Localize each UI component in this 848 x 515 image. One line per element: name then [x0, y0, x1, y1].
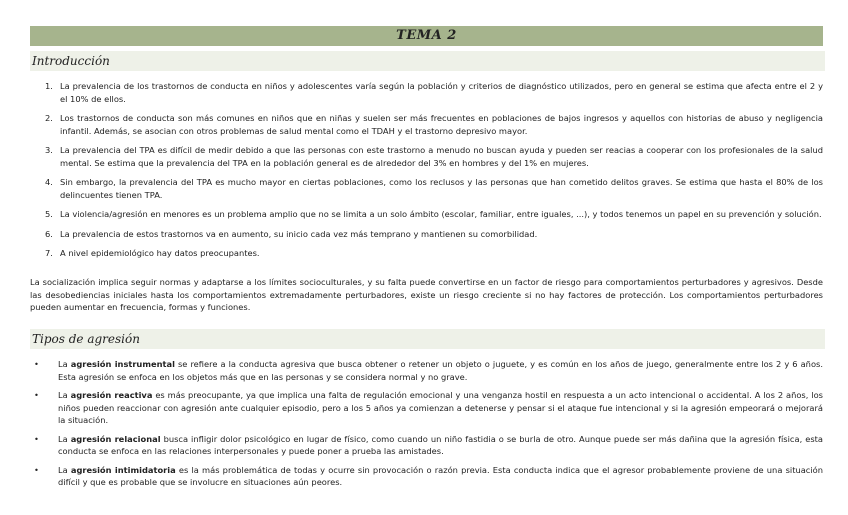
- bullet-icon: •: [34, 433, 39, 444]
- list-item-text: es más preocupante, ya que implica una falta de regulación emocional y una venganza hostil en respuesta a un acto intencional o accidental. A los 2 años, los niños pueden reaccionar con agresión ante cualquier episodio, pero a los 5 años ya comienzan a detenerse y pensar si el ataque fue intencional y si la agresión empeorará o mejorará la situación.: [58, 390, 823, 425]
- section-heading-introduccion: Introducción: [30, 51, 825, 71]
- list-item: [45, 80, 823, 105]
- list-number: 6.: [45, 228, 53, 239]
- list-item-text: La prevalencia de los trastornos de conducta en niños y adolescentes varía según la población y criterios de diagnóstico utilizados, pero en general se estima que afecta entre el 2 y el 10% de ellos.: [60, 81, 823, 104]
- section-heading-tipos-de-agresion: Tipos de agresión: [30, 329, 825, 349]
- page-title: TEMA 2: [30, 26, 823, 46]
- bullet-icon: •: [34, 359, 39, 369]
- list-item-prefix: La: [58, 390, 71, 400]
- bullet-icon: •: [34, 390, 39, 400]
- list-item-text: es la más problemática de todas y ocurre sin provocación o razón previa. Esta conducta indica que el agresor probablemente proviene de una situación difícil y que es probable que se involucre en situaciones aún peores.: [58, 464, 823, 487]
- list-number: 5.: [45, 209, 53, 219]
- list-item: [45, 176, 823, 201]
- list-item: [34, 433, 823, 458]
- list-item-prefix: La: [58, 359, 71, 369]
- list-item: [34, 464, 823, 489]
- list-item: [45, 247, 823, 260]
- bullet-icon: •: [34, 464, 39, 475]
- list-number: 3.: [45, 145, 53, 155]
- list-item-text: La violencia/agresión en menores es un problema amplio que no se limita a un solo ámbito (escolar, familiar, entre iguales, ...), y todos tenemos un papel en su prevención y solución.: [60, 209, 822, 219]
- list-number: 4.: [45, 177, 53, 187]
- list-number: 1.: [45, 81, 53, 91]
- list-item: [45, 112, 823, 137]
- list-item-prefix: La: [58, 464, 71, 475]
- list-item: [45, 144, 823, 169]
- intro-paragraph: La socialización implica seguir normas y adaptarse a los límites socioculturales, y su falta puede convertirse en un factor de riesgo para comportamientos perturbadores y agresivos. Desde las desobediencias iniciales hasta los comportamientos extremadamente perturbadores, existe un riesgo creciente si no hay factores de protección. Los comportamientos perturbadores pueden aumentar en frecuencia, formas y funciones.: [30, 277, 823, 312]
- list-item-text: busca infligir dolor psicológico en lugar de físico, como cuando un niño fastidia o se burla de otro. Aunque puede ser más dañina que la agresión física, esta conducta se enfoca en las relaciones interpersonales y puede poner a prueba las amistades.: [58, 433, 823, 456]
- list-item-text: Los trastornos de conducta son más comunes en niños que en niñas y suelen ser más frecuentes en poblaciones de bajos ingresos y aquellos con historias de abuso y negligencia infantil. Además, se asocian con otros problemas de salud mental como el TDAH y el trastorno depresivo mayor.: [60, 113, 823, 136]
- list-item: [34, 389, 823, 427]
- list-number: 2.: [45, 113, 53, 123]
- list-item-text: se refiere a la conducta agresiva que busca obtener o retener un objeto o juguete, y es común en los años de juego, generalmente entre los 2 y 6 años. Esta agresión se enfoca en los objetos más que en las personas y se considera normal y no grave.: [58, 359, 823, 382]
- term-bold: agresión relacional: [70, 433, 161, 444]
- list-item-text: La prevalencia de estos trastornos va en aumento, su inicio cada vez más temprano y mantienen su comorbilidad.: [60, 228, 538, 239]
- intro-numbered-list: [30, 80, 823, 267]
- list-item-text: Sin embargo, la prevalencia del TPA es mucho mayor en ciertas poblaciones, como los reclusos y las personas que han cometido delitos graves. Se estima que hasta el 80% de los delincuentes tienen TPA.: [60, 177, 823, 200]
- list-item-text: La prevalencia del TPA es difícil de medir debido a que las personas con este trastorno a menudo no buscan ayuda y pueden ser reacias a cooperar con los profesionales de la salud mental. Se estima que la prevalencia del TPA en la población general es de alrededor del 3% en hombres y del 1% en mujeres.: [60, 145, 823, 168]
- list-item-prefix: La: [58, 433, 71, 444]
- list-item: [34, 358, 823, 383]
- list-item: [45, 208, 823, 221]
- list-item: [45, 228, 823, 241]
- list-item-text: A nivel epidemiológico hay datos preocupantes.: [60, 248, 260, 258]
- term-bold: agresión intimidatoria: [70, 464, 176, 475]
- term-bold: agresión instrumental: [70, 359, 175, 369]
- list-number: 7.: [45, 248, 53, 258]
- tipos-bullet-list: [30, 358, 823, 495]
- term-bold: agresión reactiva: [70, 390, 153, 400]
